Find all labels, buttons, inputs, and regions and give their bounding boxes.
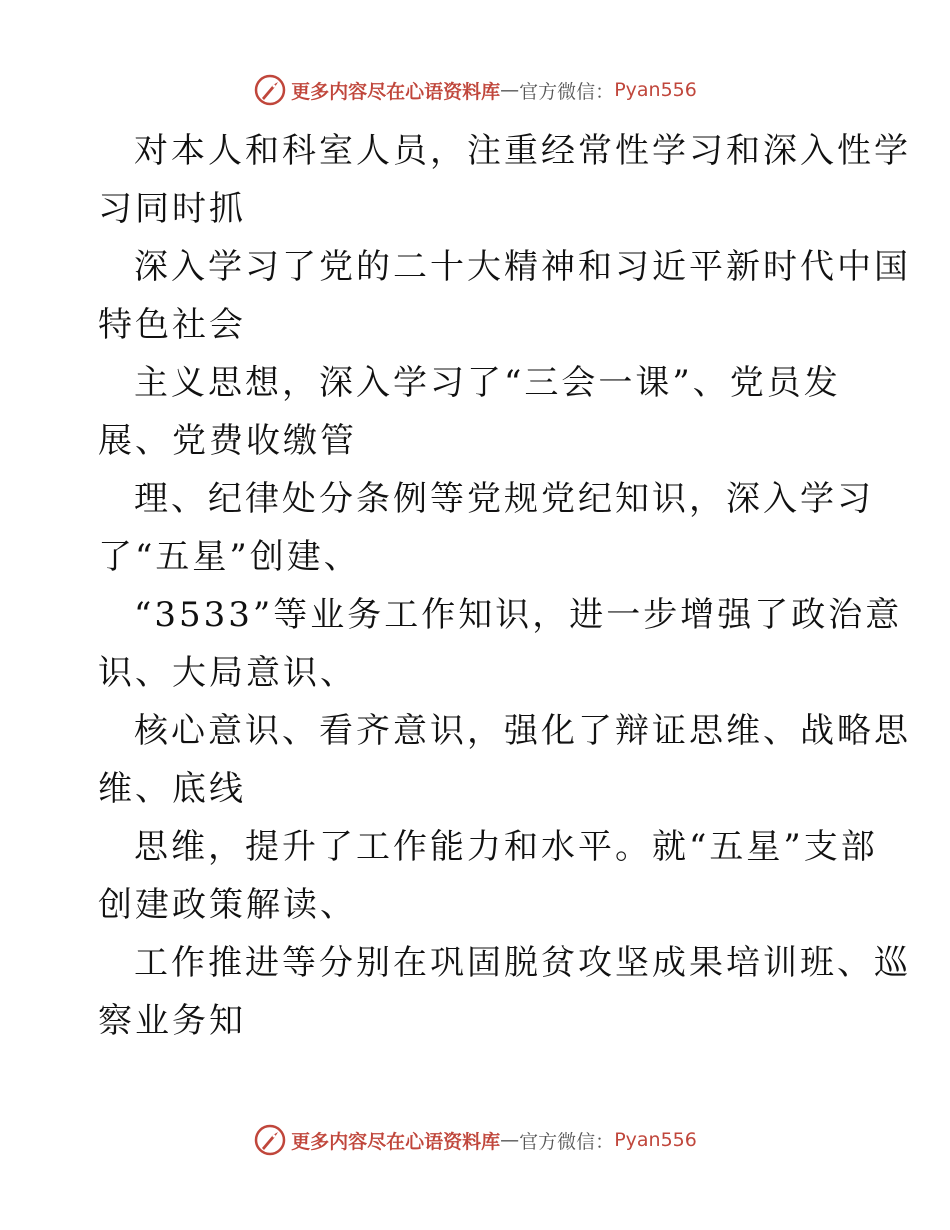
watermark-wechat-id: Pyan556 [614, 79, 697, 101]
text-line: 核心意识、看齐意识，强化了辩证思维、战略思 [134, 711, 911, 751]
pen-nib-icon [253, 73, 287, 107]
watermark-slogan: 更多内容尽在心语资料库 [291, 80, 501, 103]
text-line: 创建政策解读、 [98, 885, 357, 925]
text-line: 理、纪律处分条例等党规党纪知识，深入学习 [134, 479, 874, 519]
text-line: 思维，提升了工作能力和水平。就“五星”支部 [134, 827, 878, 867]
watermark-wechat-id: Pyan556 [614, 1129, 697, 1151]
text-line: 识、大局意识、 [98, 653, 357, 693]
text-line: 维、底线 [98, 769, 246, 809]
text-line: 了“五星”创建、 [98, 537, 361, 577]
text-line: 工作推进等分别在巩固脱贫攻坚成果培训班、巡 [134, 943, 911, 983]
document-body [98, 122, 911, 1050]
text-line: 习同时抓 [98, 189, 246, 229]
header-watermark [0, 70, 950, 110]
watermark-separator: — [500, 79, 520, 101]
pen-nib-icon [253, 1123, 287, 1157]
watermark-separator: — [500, 1129, 520, 1151]
watermark-slogan: 更多内容尽在心语资料库 [291, 1130, 501, 1153]
watermark-wechat-label: 官方微信： [519, 1130, 615, 1153]
text-line: 深入学习了党的二十大精神和习近平新时代中国 [134, 247, 911, 287]
footer-watermark [0, 1120, 950, 1160]
text-line: 展、党费收缴管 [98, 421, 357, 461]
watermark-wechat-label: 官方微信： [519, 80, 615, 103]
text-line: 察业务知 [98, 1001, 246, 1041]
text-line: “3533”等业务工作知识，进一步增强了政治意 [134, 595, 903, 635]
text-line: 主义思想，深入学习了“三会一课”、党员发 [134, 363, 841, 403]
text-line: 特色社会 [98, 305, 246, 345]
text-line: 对本人和科室人员，注重经常性学习和深入性学 [134, 131, 911, 171]
